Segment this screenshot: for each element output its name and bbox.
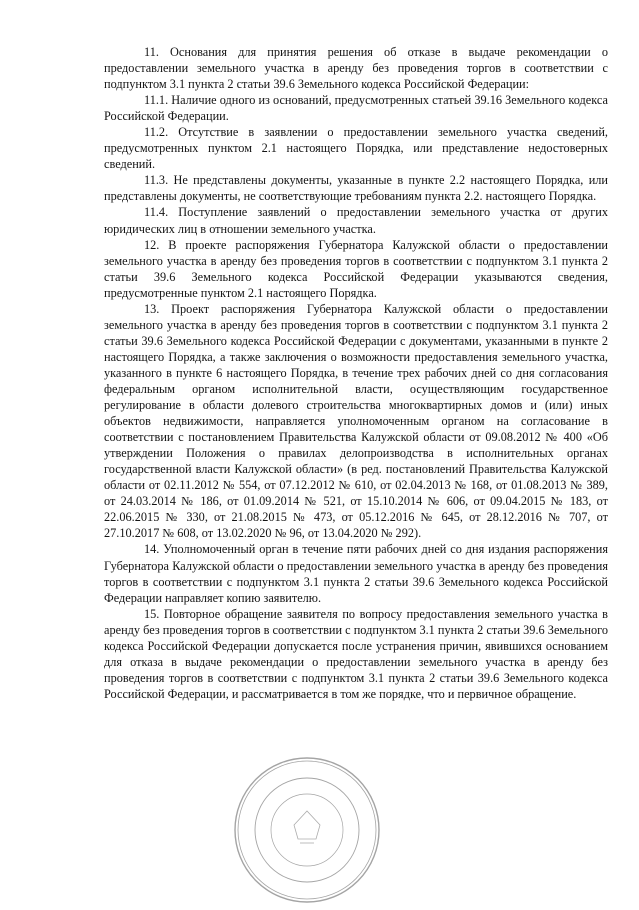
paragraph-11-4: 11.4. Поступление заявлений о предоставлении земельного участка от других юридических лиц в отношении земельного участка. bbox=[104, 205, 608, 236]
paragraph-15: 15. Повторное обращение заявителя по вопросу предоставления земельного участка в аренду без проведения торгов в соответствии с подпунктом 3.1 пункта 2 статьи 39.6 Земельного кодекса Российской Федерации допускается после устранения причин, явившихся основанием для отказа в выдаче рекомендации о предоставлении земельного участка в аренду без проведения торгов в соответствии с подпунктом 3.1 пункта 2 статьи 39.6 Земельного кодекса Российской Федерации, и рассматривается в том же порядке, что и первичное обращение. bbox=[104, 606, 608, 701]
official-seal-icon bbox=[232, 755, 382, 905]
paragraph-11-2: 11.2. Отсутствие в заявлении о предоставлении земельного участка сведений, предусмотренных пунктом 2.1 настоящего Порядка, или представление недостоверных сведений. bbox=[104, 125, 608, 172]
paragraph-11: 11. Основания для принятия решения об отказе в выдаче рекомендации о предоставлении земельного участка в аренду без проведения торгов в соответствии с подпунктом 3.1 пункта 2 статьи 39.6 Земельного кодекса Российской Федерации: bbox=[104, 45, 608, 92]
document-body bbox=[104, 44, 608, 702]
paragraph-13: 13. Проект распоряжения Губернатора Калужской области о предоставлении земельного участка в аренду без проведения торгов в соответствии с подпунктом 3.1 пункта 2 статьи 39.6 Земельного кодекса Российской Федерации с документами, указанными в пункте 2 настоящего Порядка, а также заключения о возможности предоставления земельного участка, указанного в пункте 6 настоящего Порядка, в течение трех рабочих дней со дня согласования федеральным органом исполнительной власти, осуществляющим государственное регулирование в области долевого строительства многоквартирных домов и (или) иных объектов недвижимости, направляется уполномоченным органом на согласование в соответствии с постановлением Правительства Калужской области от 09.08.2012 № 400 «Об утверждении Положения о правилах делопроизводства в исполнительных органах государственной власти Калужской области» (в ред. постановлений Правительства Калужской области от 02.11.2012 № 554, от 07.12.2012 № 610, от 02.04.2013 № 168, от 01.08.2013 № 389, от 24.03.2014 № 186, от 01.09.2014 № 521, от 15.10.2014 № 606, от 09.04.2015 № 183, от 22.06.2015 № 330, от 21.08.2015 № 473, от 05.12.2016 № 645, от 28.12.2016 № 707, от 27.10.2017 № 608, от 13.02.2020 № 96, от 13.04.2020 № 292). bbox=[104, 301, 608, 541]
paragraph-11-1: 11.1. Наличие одного из оснований, предусмотренных статьей 39.16 Земельного кодекса Российской Федерации. bbox=[104, 93, 608, 124]
paragraph-12: 12. В проекте распоряжения Губернатора Калужской области о предоставлении земельного участка в аренду без проведения торгов в соответствии с подпунктом 3.1 пункта 2 статьи 39.6 Земельного кодекса Российской Федерации указываются сведения, предусмотренные пунктом 2.1 настоящего Порядка. bbox=[104, 237, 608, 300]
paragraph-14: 14. Уполномоченный орган в течение пяти рабочих дней со дня издания распоряжения Губернатора Калужской области о предоставлении земельного участка в аренду без проведения торгов в соответствии с подпунктом 3.1 пункта 2 статьи 39.6 Земельного кодекса Российской Федерации направляет копию заявителю. bbox=[104, 542, 608, 605]
paragraph-11-3: 11.3. Не представлены документы, указанные в пункте 2.2 настоящего Порядка, или представлены документы, не соответствующие требованиям пункта 2.2. настоящего Порядка. bbox=[104, 173, 608, 204]
